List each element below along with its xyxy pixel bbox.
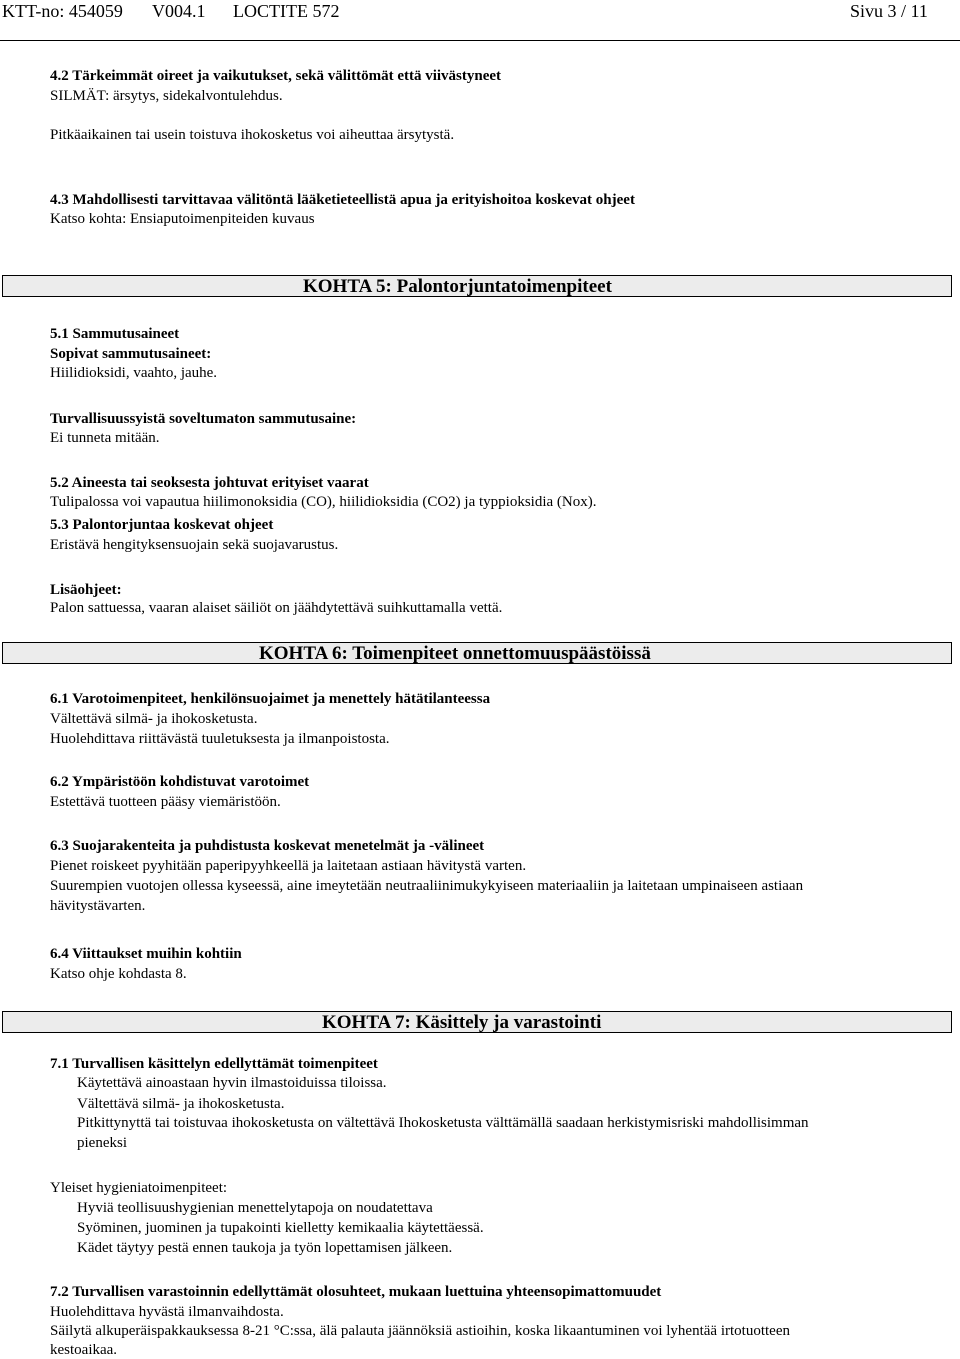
product-name: LOCTITE 572 xyxy=(233,1,340,21)
document-number: KTT-no: 454059 xyxy=(2,1,123,21)
section-6-3-title: 6.3 Suojarakenteita ja puhdistusta koskevat menetelmät ja -välineet xyxy=(50,838,485,854)
section-4-3-title: 4.3 Mahdollisesti tarvittavaa välitöntä lääketieteellistä apua ja erityishoitoa koskevat ohjeet xyxy=(50,192,635,208)
section-7-1-subtitle: Yleiset hygieniatoimenpiteet: xyxy=(50,1180,228,1196)
section-5-header xyxy=(2,275,952,297)
section-5-3-text: Palon sattuessa, vaaran alaiset säiliöt on jäähdytettävä suihkuttamalla vettä. xyxy=(50,600,503,616)
section-6-3-text: Suurempien vuotojen ollessa kyseessä, aine imeytetään neutraaliinimukykyiseen materiaaliin ja laitetaan umpinaiseen astiaan xyxy=(50,878,804,894)
section-6-3-text: hävitystävarten. xyxy=(50,898,146,914)
section-7-2-text: Huolehdittava hyvästä ilmanvaihdosta. xyxy=(50,1304,284,1320)
section-6-1-text: Vältettävä silmä- ja ihokosketusta. xyxy=(50,711,258,727)
section-5-2-title: 5.2 Aineesta tai seoksesta johtuvat erityiset vaarat xyxy=(50,475,369,491)
section-5-1-title: 5.1 Sammutusaineet xyxy=(50,326,180,342)
section-6-header-title: KOHTA 6: Toimenpiteet onnettomuuspäästöissä xyxy=(259,643,651,664)
section-7-1-title: 7.1 Turvallisen käsittelyn edellyttämät toimenpiteet xyxy=(50,1056,378,1072)
section-4-2-text: SILMÄT: ärsytys, sidekalvontulehdus. xyxy=(50,88,283,104)
section-7-2-text: kestoaikaa. xyxy=(50,1342,118,1358)
section-7-1-text: Käytettävä ainoastaan hyvin ilmastoiduissa tiloissa. xyxy=(77,1075,387,1091)
section-6-1-text: Huolehdittava riittävästä tuuletuksesta ja ilmanpoistosta. xyxy=(50,731,390,747)
header-divider xyxy=(0,40,960,41)
section-7-header xyxy=(2,1011,952,1033)
version-label: V004.1 xyxy=(152,1,206,21)
section-5-2-text: Tulipalossa voi vapautua hiilimonoksidia (CO), hiilidioksidia (CO2) ja typpioksidia (Nox). xyxy=(50,494,597,510)
section-6-header xyxy=(2,642,952,664)
section-6-2-title: 6.2 Ympäristöön kohdistuvat varotoimet xyxy=(50,774,310,790)
section-5-3-text: Eristävä hengityksensuojain sekä suojavarustus. xyxy=(50,537,339,553)
section-4-3-text: Katso kohta: Ensiaputoimenpiteiden kuvaus xyxy=(50,211,315,227)
section-7-2-title: 7.2 Turvallisen varastoinnin edellyttämät olosuhteet, mukaan luettuina yhteensopimattomuudet xyxy=(50,1284,662,1300)
section-5-1-subtitle: Turvallisuussyistä soveltumaton sammutusaine: xyxy=(50,411,357,427)
section-6-4-text: Katso ohje kohdasta 8. xyxy=(50,966,187,982)
section-5-1-text: Hiilidioksidi, vaahto, jauhe. xyxy=(50,365,218,381)
hygiene-item: Hyviä teollisuushygienian menettelytapoja on noudatettava xyxy=(77,1200,433,1216)
section-6-1-title: 6.1 Varotoimenpiteet, henkilönsuojaimet ja menettely hätätilanteessa xyxy=(50,691,491,707)
section-7-2-text: Säilytä alkuperäispakkauksessa 8-21 °C:ssa, älä palauta jäännöksiä astioihin, koska likaantuminen voi lyhentää irtotuotteen xyxy=(50,1323,790,1339)
page-number: Sivu 3 / 11 xyxy=(850,1,928,21)
section-7-1-text: pieneksi xyxy=(77,1135,127,1151)
section-5-3-title: 5.3 Palontorjuntaa koskevat ohjeet xyxy=(50,517,274,533)
section-4-2-title: 4.2 Tärkeimmät oireet ja vaikutukset, sekä välittömät että viivästyneet xyxy=(50,68,502,84)
section-6-3-text: Pienet roiskeet pyyhitään paperipyyhkeellä ja laitetaan astiaan hävitystä varten. xyxy=(50,858,527,874)
section-7-1-text: Vältettävä silmä- ja ihokosketusta. xyxy=(77,1096,285,1112)
section-7-1-text: Pitkittynyttä tai toistuvaa ihokosketusta on vältettävä Ihokosketusta välttämällä saadaan herkistymisriski mahdollisimman xyxy=(77,1115,809,1131)
section-5-1-subtitle: Sopivat sammutusaineet: xyxy=(50,346,212,362)
section-4-2-text: Pitkäaikainen tai usein toistuva ihokosketus voi aiheuttaa ärsytystä. xyxy=(50,127,455,143)
section-5-header-title: KOHTA 5: Palontorjuntatoimenpiteet xyxy=(303,276,612,297)
section-7-header-title: KOHTA 7: Käsittely ja varastointi xyxy=(322,1012,602,1033)
section-6-4-title: 6.4 Viittaukset muihin kohtiin xyxy=(50,946,242,962)
section-5-3-subtitle: Lisäohjeet: xyxy=(50,582,122,598)
hygiene-item: Kädet täytyy pestä ennen taukoja ja työn lopettamisen jälkeen. xyxy=(77,1240,453,1256)
hygiene-item: Syöminen, juominen ja tupakointi kielletty kemikaalia käytettäessä. xyxy=(77,1220,484,1236)
section-6-2-text: Estettävä tuotteen pääsy viemäristöön. xyxy=(50,794,281,810)
section-5-1-text: Ei tunneta mitään. xyxy=(50,430,160,446)
